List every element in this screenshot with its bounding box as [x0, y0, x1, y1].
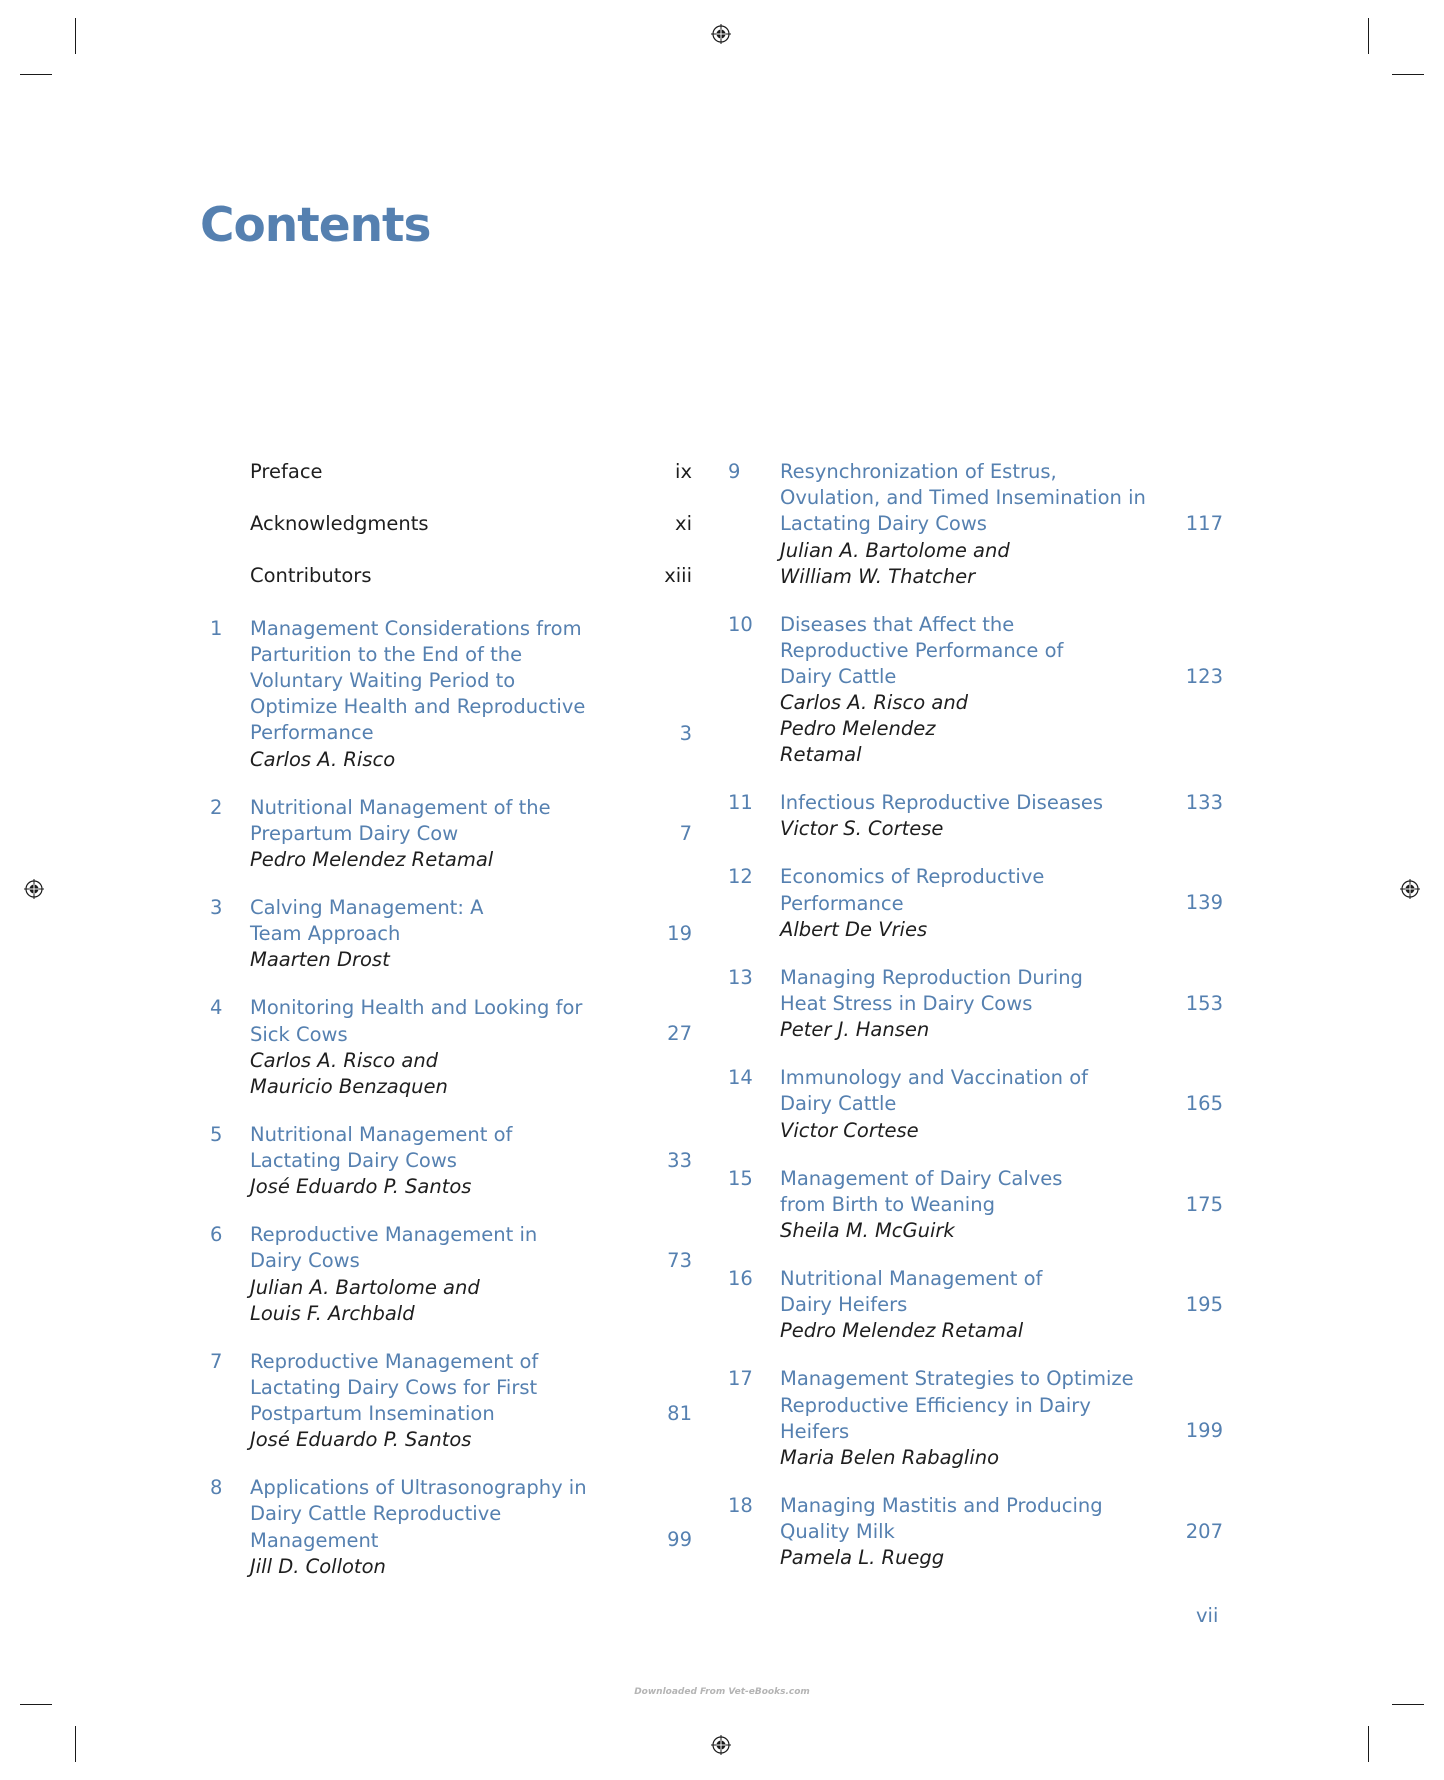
toc-chapter-entry[interactable] — [200, 895, 692, 973]
toc-chapter-entry[interactable] — [200, 616, 692, 773]
toc-chapter-entry[interactable] — [728, 1266, 1223, 1344]
toc-chapter-entry[interactable] — [728, 1366, 1223, 1471]
toc-chapter-entry[interactable] — [728, 1166, 1223, 1244]
chapter-authors: Julian A. Bartolome and William W. Thatcher — [780, 538, 1010, 588]
crop-mark — [20, 1704, 52, 1705]
crop-mark — [1392, 1704, 1424, 1705]
chapter-title: Management Strategies to Optimize Reproductive Efficiency in Dairy Heifers — [780, 1367, 1134, 1443]
toc-chapter-entry[interactable] — [728, 612, 1223, 769]
chapter-authors: Carlos A. Risco and Pedro Melendez Retamal — [780, 691, 969, 767]
chapter-authors: Julian A. Bartolome and Louis F. Archbald — [250, 1275, 480, 1325]
chapter-title: Nutritional Management of the Prepartum Dairy Cow — [250, 795, 551, 845]
toc-page-number: 199 — [1185, 1419, 1223, 1443]
chapter-title: Managing Reproduction During Heat Stress in Dairy Cows — [780, 965, 1083, 1016]
registration-mark-icon — [711, 1735, 731, 1755]
chapter-authors: Carlos A. Risco and Mauricio Benzaquen — [250, 1048, 448, 1098]
toc-page-number: 33 — [667, 1148, 692, 1172]
toc-page-number: 99 — [667, 1528, 692, 1552]
chapter-title: Management Considerations from Parturition to the End of the Voluntary Waiting Period to Optimize Health and Reproductive Performance — [250, 616, 586, 745]
chapter-title: Applications of Ultrasonography in Dairy Cattle Reproductive Management — [250, 1476, 587, 1552]
toc-chapter-entry[interactable] — [728, 864, 1223, 942]
toc-chapter-entry[interactable] — [728, 965, 1223, 1043]
chapter-number: 6 — [210, 1223, 223, 1247]
registration-mark-icon — [711, 24, 731, 44]
chapter-authors: Albert De Vries — [780, 917, 928, 941]
toc-chapter-entry[interactable] — [200, 795, 692, 873]
toc-chapter-entry[interactable] — [728, 459, 1223, 590]
toc-front-matter-entry[interactable] — [200, 459, 692, 485]
chapter-title: Nutritional Management of Dairy Heifers — [780, 1267, 1043, 1317]
chapter-title: Reproductive Management in Dairy Cows — [250, 1223, 538, 1273]
chapter-authors: José Eduardo P. Santos — [250, 1175, 472, 1199]
toc-page-number: ix — [675, 460, 692, 483]
crop-mark — [1368, 1726, 1369, 1762]
chapter-authors: Sheila M. McGuirk — [780, 1219, 955, 1243]
chapter-title: Managing Mastitis and Producing Quality Milk — [780, 1494, 1103, 1544]
chapter-authors: Maarten Drost — [250, 948, 390, 972]
toc-page-number: 133 — [1185, 791, 1223, 815]
chapter-authors: Carlos A. Risco — [250, 747, 396, 771]
chapter-number: 18 — [728, 1494, 753, 1518]
chapter-authors: Jill D. Colloton — [250, 1554, 386, 1578]
chapter-authors: Victor Cortese — [780, 1118, 919, 1142]
chapter-number: 14 — [728, 1066, 753, 1090]
chapter-number: 9 — [728, 460, 741, 483]
chapter-number: 7 — [210, 1349, 223, 1373]
chapter-authors: Maria Belen Rabaglino — [780, 1446, 1000, 1470]
toc-page-number: 195 — [1185, 1293, 1223, 1317]
registration-mark-icon — [1400, 879, 1420, 899]
chapter-number: 5 — [210, 1122, 223, 1146]
toc-page-number: 165 — [1185, 1092, 1223, 1116]
chapter-number: 4 — [210, 996, 223, 1020]
page-title: Contents — [200, 198, 431, 253]
toc-entry-title: Contributors — [250, 564, 372, 588]
toc-chapter-entry[interactable] — [728, 1493, 1223, 1571]
registration-mark-icon — [24, 879, 44, 899]
toc-front-matter-entry[interactable] — [200, 511, 692, 537]
crop-mark — [75, 1726, 76, 1762]
chapter-number: 1 — [210, 616, 223, 640]
toc-page-number: 117 — [1185, 512, 1223, 535]
toc-page-number: 81 — [667, 1401, 692, 1425]
chapter-number: 15 — [728, 1166, 753, 1190]
toc-page-number: 73 — [667, 1249, 692, 1273]
toc-page-number: 123 — [1185, 664, 1223, 688]
toc-chapter-entry[interactable] — [200, 1349, 692, 1454]
chapter-title: Monitoring Health and Looking for Sick Cows — [250, 996, 583, 1046]
watermark-text: Downloaded From Vet-eBooks.com — [634, 1687, 810, 1697]
toc-page-number: 19 — [667, 922, 692, 946]
toc-entry-title: Preface — [250, 460, 323, 483]
chapter-authors: José Eduardo P. Santos — [250, 1428, 472, 1452]
chapter-number: 2 — [210, 795, 223, 819]
chapter-authors: Pamela L. Ruegg — [780, 1546, 945, 1570]
chapter-title: Economics of Reproductive Performance — [780, 865, 1045, 915]
chapter-title: Nutritional Management of Lactating Dairy Cows — [250, 1122, 513, 1173]
toc-page-number: 153 — [1185, 991, 1223, 1015]
chapter-title: Infectious Reproductive Diseases — [780, 791, 1104, 815]
chapter-number: 3 — [210, 896, 223, 920]
chapter-number: 17 — [728, 1367, 753, 1391]
toc-chapter-entry[interactable] — [200, 1475, 692, 1580]
toc-page-number: 139 — [1185, 891, 1223, 915]
chapter-number: 8 — [210, 1476, 223, 1500]
chapter-title: Resynchronization of Estrus, Ovulation, and Timed Insemination in Lactating Dairy Cows — [780, 460, 1146, 536]
toc-column-left — [200, 459, 700, 1602]
toc-chapter-entry[interactable] — [728, 790, 1223, 842]
toc-page-number: 207 — [1185, 1520, 1223, 1544]
chapter-authors: Victor S. Cortese — [780, 817, 944, 841]
chapter-title: Management of Dairy Calves from Birth to Weaning — [780, 1166, 1063, 1216]
crop-mark — [20, 74, 52, 75]
toc-front-matter-entry[interactable] — [200, 563, 692, 589]
chapter-number: 12 — [728, 865, 753, 889]
crop-mark — [75, 18, 76, 54]
toc-chapter-entry[interactable] — [200, 995, 692, 1099]
chapter-number: 11 — [728, 791, 753, 815]
chapter-number: 16 — [728, 1267, 753, 1291]
toc-page-number: xiii — [664, 564, 692, 588]
chapter-number: 10 — [728, 612, 753, 636]
chapter-title: Diseases that Affect the Reproductive Performance of Dairy Cattle — [780, 612, 1064, 689]
toc-page-number: 175 — [1185, 1192, 1223, 1216]
crop-mark — [1368, 18, 1369, 54]
toc-page-number: xi — [675, 512, 692, 536]
crop-mark — [1392, 74, 1424, 75]
toc-page-number: 27 — [667, 1022, 692, 1046]
chapter-title: Reproductive Management of Lactating Dairy Cows for First Postpartum Insemination — [250, 1349, 539, 1426]
toc-entry-title: Acknowledgments — [250, 512, 429, 536]
chapter-number: 13 — [728, 965, 753, 989]
toc-chapter-entry[interactable] — [200, 1222, 692, 1326]
chapter-authors: Pedro Melendez Retamal — [250, 848, 494, 872]
toc-column-right — [728, 459, 1223, 1593]
chapter-title: Calving Management: A Team Approach — [250, 896, 484, 946]
toc-page-number: 3 — [679, 721, 692, 745]
page-folio: vii — [1196, 1604, 1219, 1627]
toc-page-number: 7 — [679, 821, 692, 845]
toc-chapter-entry[interactable] — [728, 1065, 1223, 1143]
toc-chapter-entry[interactable] — [200, 1122, 692, 1200]
chapter-authors: Pedro Melendez Retamal — [780, 1319, 1024, 1343]
chapter-authors: Peter J. Hansen — [780, 1018, 930, 1042]
chapter-title: Immunology and Vaccination of Dairy Cattle — [780, 1066, 1089, 1116]
